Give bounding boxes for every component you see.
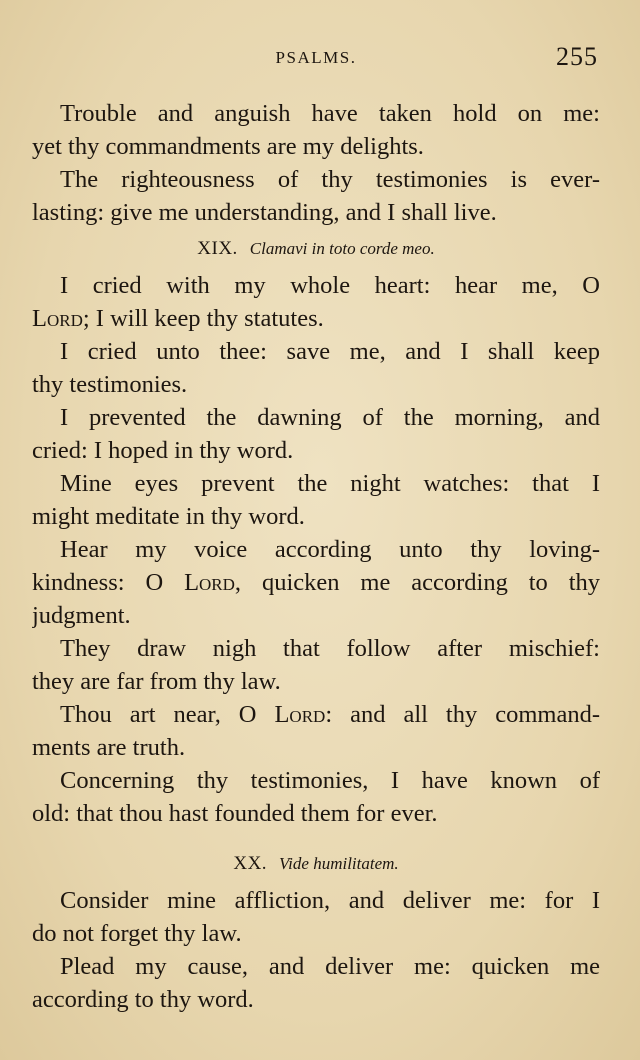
- verse-line: do not forget thy law.: [32, 920, 242, 947]
- verse: [32, 533, 600, 632]
- verse: [32, 97, 600, 163]
- divine-name: Lord: [184, 569, 235, 596]
- divine-name: Lord: [274, 701, 326, 728]
- section-numeral: XIX.: [197, 238, 238, 259]
- verse-line: Concerning thy testimonies, I have known of: [60, 767, 600, 794]
- verse-line: lasting: give me understanding, and I shall live.: [32, 199, 497, 226]
- verse-line: Mine eyes prevent the night watches: that I: [60, 470, 600, 497]
- verse-line: Thou art near, O Lord: and all thy command-: [60, 701, 600, 728]
- verse-line: kindness: O Lord, quicken me according to thy: [32, 569, 600, 596]
- verse-line: Lord; I will keep thy statutes.: [32, 305, 324, 332]
- verse-line: ments are truth.: [32, 734, 186, 761]
- verse-line: they are far from thy law.: [32, 668, 281, 695]
- page-number: 255: [556, 42, 598, 71]
- verse-line: judgment.: [32, 602, 131, 629]
- verse-line: thy testimonies.: [32, 371, 188, 398]
- verse: [32, 163, 600, 229]
- verse: [32, 467, 600, 533]
- verse: [32, 269, 600, 335]
- verse-line: cried: I hoped in thy word.: [32, 437, 294, 464]
- verse-line: Consider mine affliction, and deliver me: for I: [60, 887, 600, 914]
- verse-line: I cried with my whole heart: hear me, O: [60, 272, 600, 299]
- verse-line: according to thy word.: [32, 986, 254, 1013]
- verse-line: They draw nigh that follow after mischief:: [60, 635, 600, 662]
- verse-line: I prevented the dawning of the morning, and: [60, 404, 600, 431]
- verse: [32, 698, 600, 764]
- verse: [32, 632, 600, 698]
- verse-line: yet thy commandments are my delights.: [32, 133, 424, 160]
- verse-line: Hear my voice according unto thy loving-: [60, 536, 600, 563]
- verse-line: Trouble and anguish have taken hold on me:: [60, 100, 600, 127]
- verse-line: old: that thou hast founded them for ever.: [32, 800, 438, 827]
- verse-line: I cried unto thee: save me, and I shall keep: [60, 338, 600, 365]
- verse: [32, 764, 600, 830]
- verse-line: Plead my cause, and deliver me: quicken me: [60, 953, 600, 980]
- divine-name: Lord: [32, 305, 83, 332]
- section-latin-title: Vide humilitatem.: [279, 854, 399, 873]
- section-heading: [32, 229, 600, 269]
- verse: [32, 335, 600, 401]
- running-title: PSALMS.: [275, 48, 357, 67]
- section-numeral: XX.: [233, 853, 268, 874]
- section-heading: [32, 844, 600, 884]
- verse: [32, 884, 600, 950]
- verse-line: The righteousness of thy testimonies is ever-: [60, 166, 600, 193]
- verse: [32, 401, 600, 467]
- verse-line: might meditate in thy word.: [32, 503, 305, 530]
- text-body: [32, 97, 600, 1016]
- running-head: [32, 44, 600, 74]
- section-latin-title: Clamavi in toto corde meo.: [249, 239, 435, 258]
- verse: [32, 950, 600, 1016]
